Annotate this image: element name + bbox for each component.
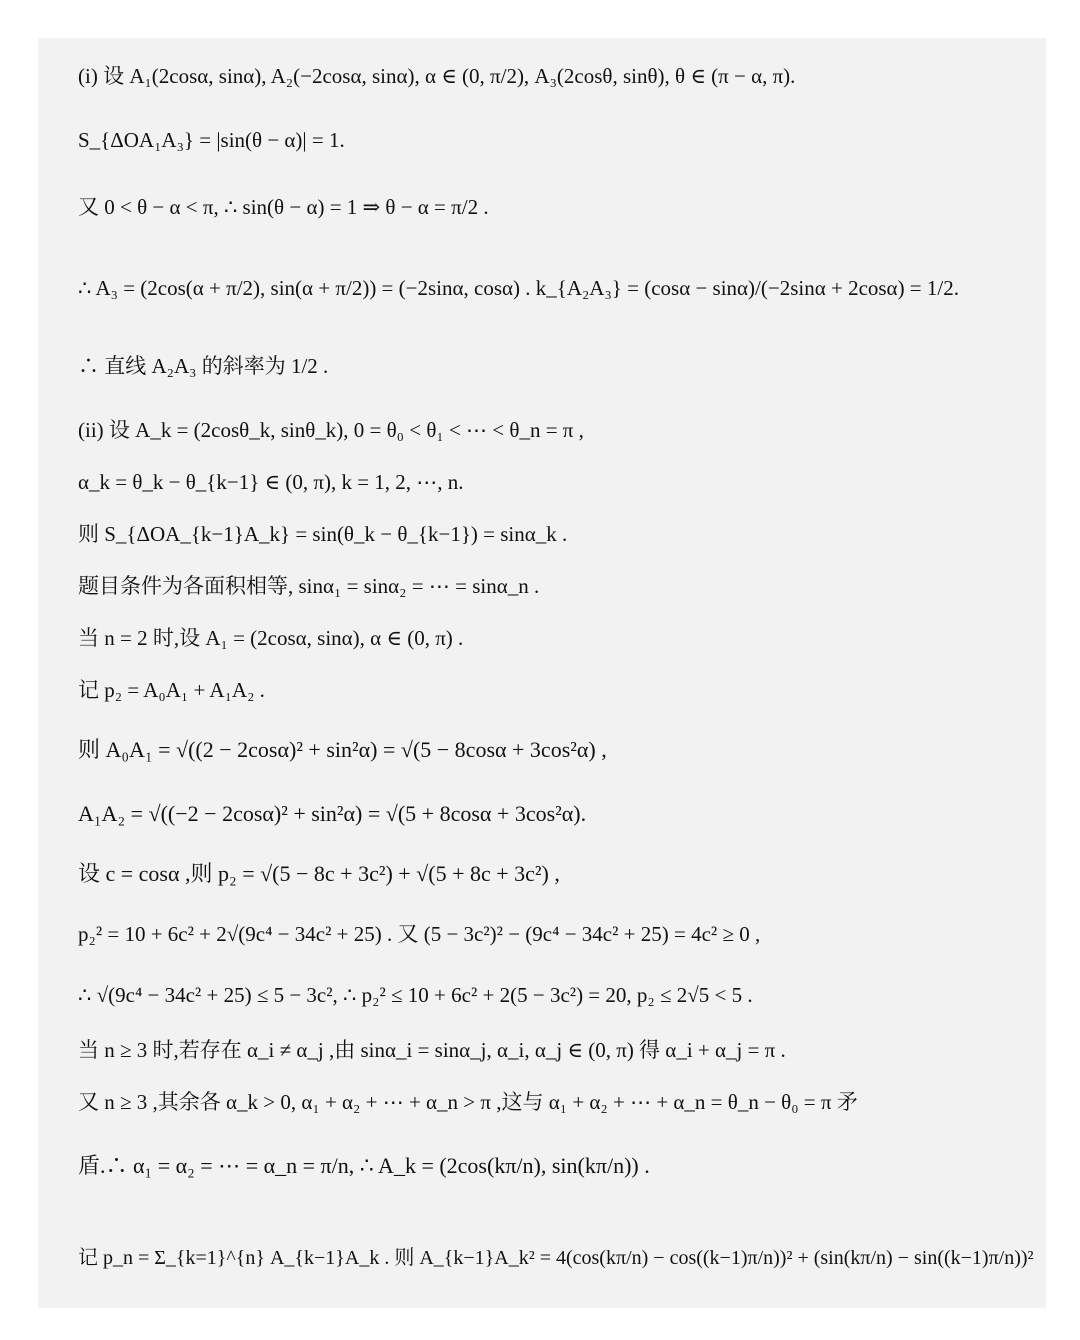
text-line: ∴ 直线 A₂A₃ 的斜率为 1/2 . (78, 354, 329, 378)
text-line: 又 n ≥ 3 ,其余各 α_k > 0, α₁ + α₂ + ⋯ + α_n > π ,这与 α₁ + α₂ + ⋯ + α_n = θ_n − θ₀ = π 矛 (78, 1090, 858, 1114)
text-line: ∴ √(9c⁴ − 34c² + 25) ≤ 5 − 3c², ∴ p₂² ≤ 10 + 6c² + 2(5 − 3c²) = 20, p₂ ≤ 2√5 < 5 . (78, 983, 753, 1007)
text-line: 盾.∴ α₁ = α₂ = ⋯ = α_n = π/n, ∴ A_k = (2cos(kπ/n), sin(kπ/n)) . (78, 1153, 650, 1178)
text-line: 又 0 < θ − α < π, ∴ sin(θ − α) = 1 ⇒ θ − α = π/2 . (78, 195, 489, 219)
text-line: 记 p_n = Σ_{k=1}^{n} A_{k−1}A_k . 则 A_{k−1}A_k² = 4(cos(kπ/n) − cos((k−1)π/n))² + (sin(kπ/n) − sin((k−1)π/n))² (78, 1247, 1034, 1269)
text-line: p₂² = 10 + 6c² + 2√(9c⁴ − 34c² + 25) . 又 (5 − 3c²)² − (9c⁴ − 34c² + 25) = 4c² ≥ 0 , (78, 922, 761, 946)
text-line: 则 S_{ΔOA_{k−1}A_k} = sin(θ_k − θ_{k−1}) = sinα_k . (78, 522, 568, 546)
text-line: S_{ΔOA₁A₃} = |sin(θ − α)| = 1. (78, 128, 345, 152)
text-line: (i) 设 A₁(2cosα, sinα), A₂(−2cosα, sinα), α ∈ (0, π/2), A₃(2cosθ, sinθ), θ ∈ (π − α, π). (78, 64, 796, 88)
document-page (38, 38, 1046, 1308)
text-line: 则 A₀A₁ = √((2 − 2cosα)² + sin²α) = √(5 − 8cosα + 3cos²α) , (78, 737, 607, 762)
text-line: ∴ A₃ = (2cos(α + π/2), sin(α + π/2)) = (−2sinα, cosα) . k_{A₂A₃} = (cosα − sinα)/(−2sinα + 2cosα) = 1/2. (78, 276, 959, 300)
text-line: A₁A₂ = √((−2 − 2cosα)² + sin²α) = √(5 + 8cosα + 3cos²α). (78, 801, 587, 826)
text-line: 当 n ≥ 3 时,若存在 α_i ≠ α_j ,由 sinα_i = sinα_j, α_i, α_j ∈ (0, π) 得 α_i + α_j = π . (78, 1038, 786, 1062)
text-line: α_k = θ_k − θ_{k−1} ∈ (0, π), k = 1, 2, ⋯, n. (78, 470, 464, 494)
text-line: 设 c = cosα ,则 p₂ = √(5 − 8c + 3c²) + √(5 + 8c + 3c²) , (78, 861, 560, 886)
text-line: (ii) 设 A_k = (2cosθ_k, sinθ_k), 0 = θ₀ < θ₁ < ⋯ < θ_n = π , (78, 418, 584, 442)
text-line: 记 p₂ = A₀A₁ + A₁A₂ . (78, 678, 265, 702)
text-line: 当 n = 2 时,设 A₁ = (2cosα, sinα), α ∈ (0, π) . (78, 626, 464, 650)
text-line: 题目条件为各面积相等, sinα₁ = sinα₂ = ⋯ = sinα_n . (78, 574, 540, 598)
